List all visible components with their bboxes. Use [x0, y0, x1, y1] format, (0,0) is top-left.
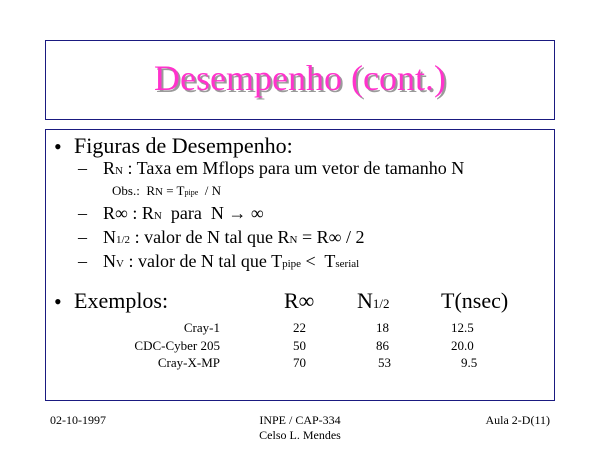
footer-course: INPE / CAP-334	[259, 413, 341, 427]
dash-3: –	[78, 227, 87, 247]
header-t: T(nsec)	[441, 288, 509, 313]
header-nhalf: N1/2	[357, 288, 390, 313]
footer-date: 02-10-1997	[50, 413, 106, 427]
rinf-definition: R∞ : RN para N → ∞	[103, 203, 264, 223]
nhalf-definition: N1/2 : valor de N tal que RN = R∞ / 2	[103, 227, 365, 247]
row-t-1: 12.5	[451, 320, 474, 335]
rn-definition: RN : Taxa em Mflops para um vetor de tamanho N	[103, 158, 465, 178]
row-n-2: 86	[376, 338, 389, 353]
bullet-exemplos: •	[54, 289, 62, 314]
bullet-figuras: •	[54, 134, 62, 159]
row-t-2: 20.0	[451, 338, 474, 353]
row-n-1: 18	[376, 320, 389, 335]
row-machine-2: CDC-Cyber 205	[134, 338, 220, 353]
title-box	[45, 40, 555, 120]
header-rinf: R∞	[284, 288, 315, 313]
row-machine-3: Cray-X-MP	[157, 355, 220, 370]
dash-1: –	[78, 158, 87, 178]
row-t-3: 9.5	[461, 355, 478, 370]
row-r-3: 70	[293, 355, 306, 370]
figuras-heading: Figuras de Desempenho:	[74, 133, 293, 158]
footer-author: Celso L. Mendes	[259, 428, 341, 442]
slide-title: Desempenho (cont.)	[154, 58, 446, 98]
row-n-3: 53	[378, 355, 391, 370]
row-machine-1: Cray-1	[183, 320, 220, 335]
row-r-2: 50	[293, 338, 306, 353]
nv-definition: NV : valor de N tal que Tpipe < Tserial	[103, 251, 360, 271]
row-r-1: 22	[293, 320, 306, 335]
dash-2: –	[78, 203, 87, 223]
obs-note: Obs.: RN = Tpipe / N	[112, 183, 222, 198]
dash-4: –	[78, 251, 87, 271]
exemplos-heading: Exemplos:	[74, 288, 169, 313]
footer-page: Aula 2-D(11)	[485, 413, 550, 427]
